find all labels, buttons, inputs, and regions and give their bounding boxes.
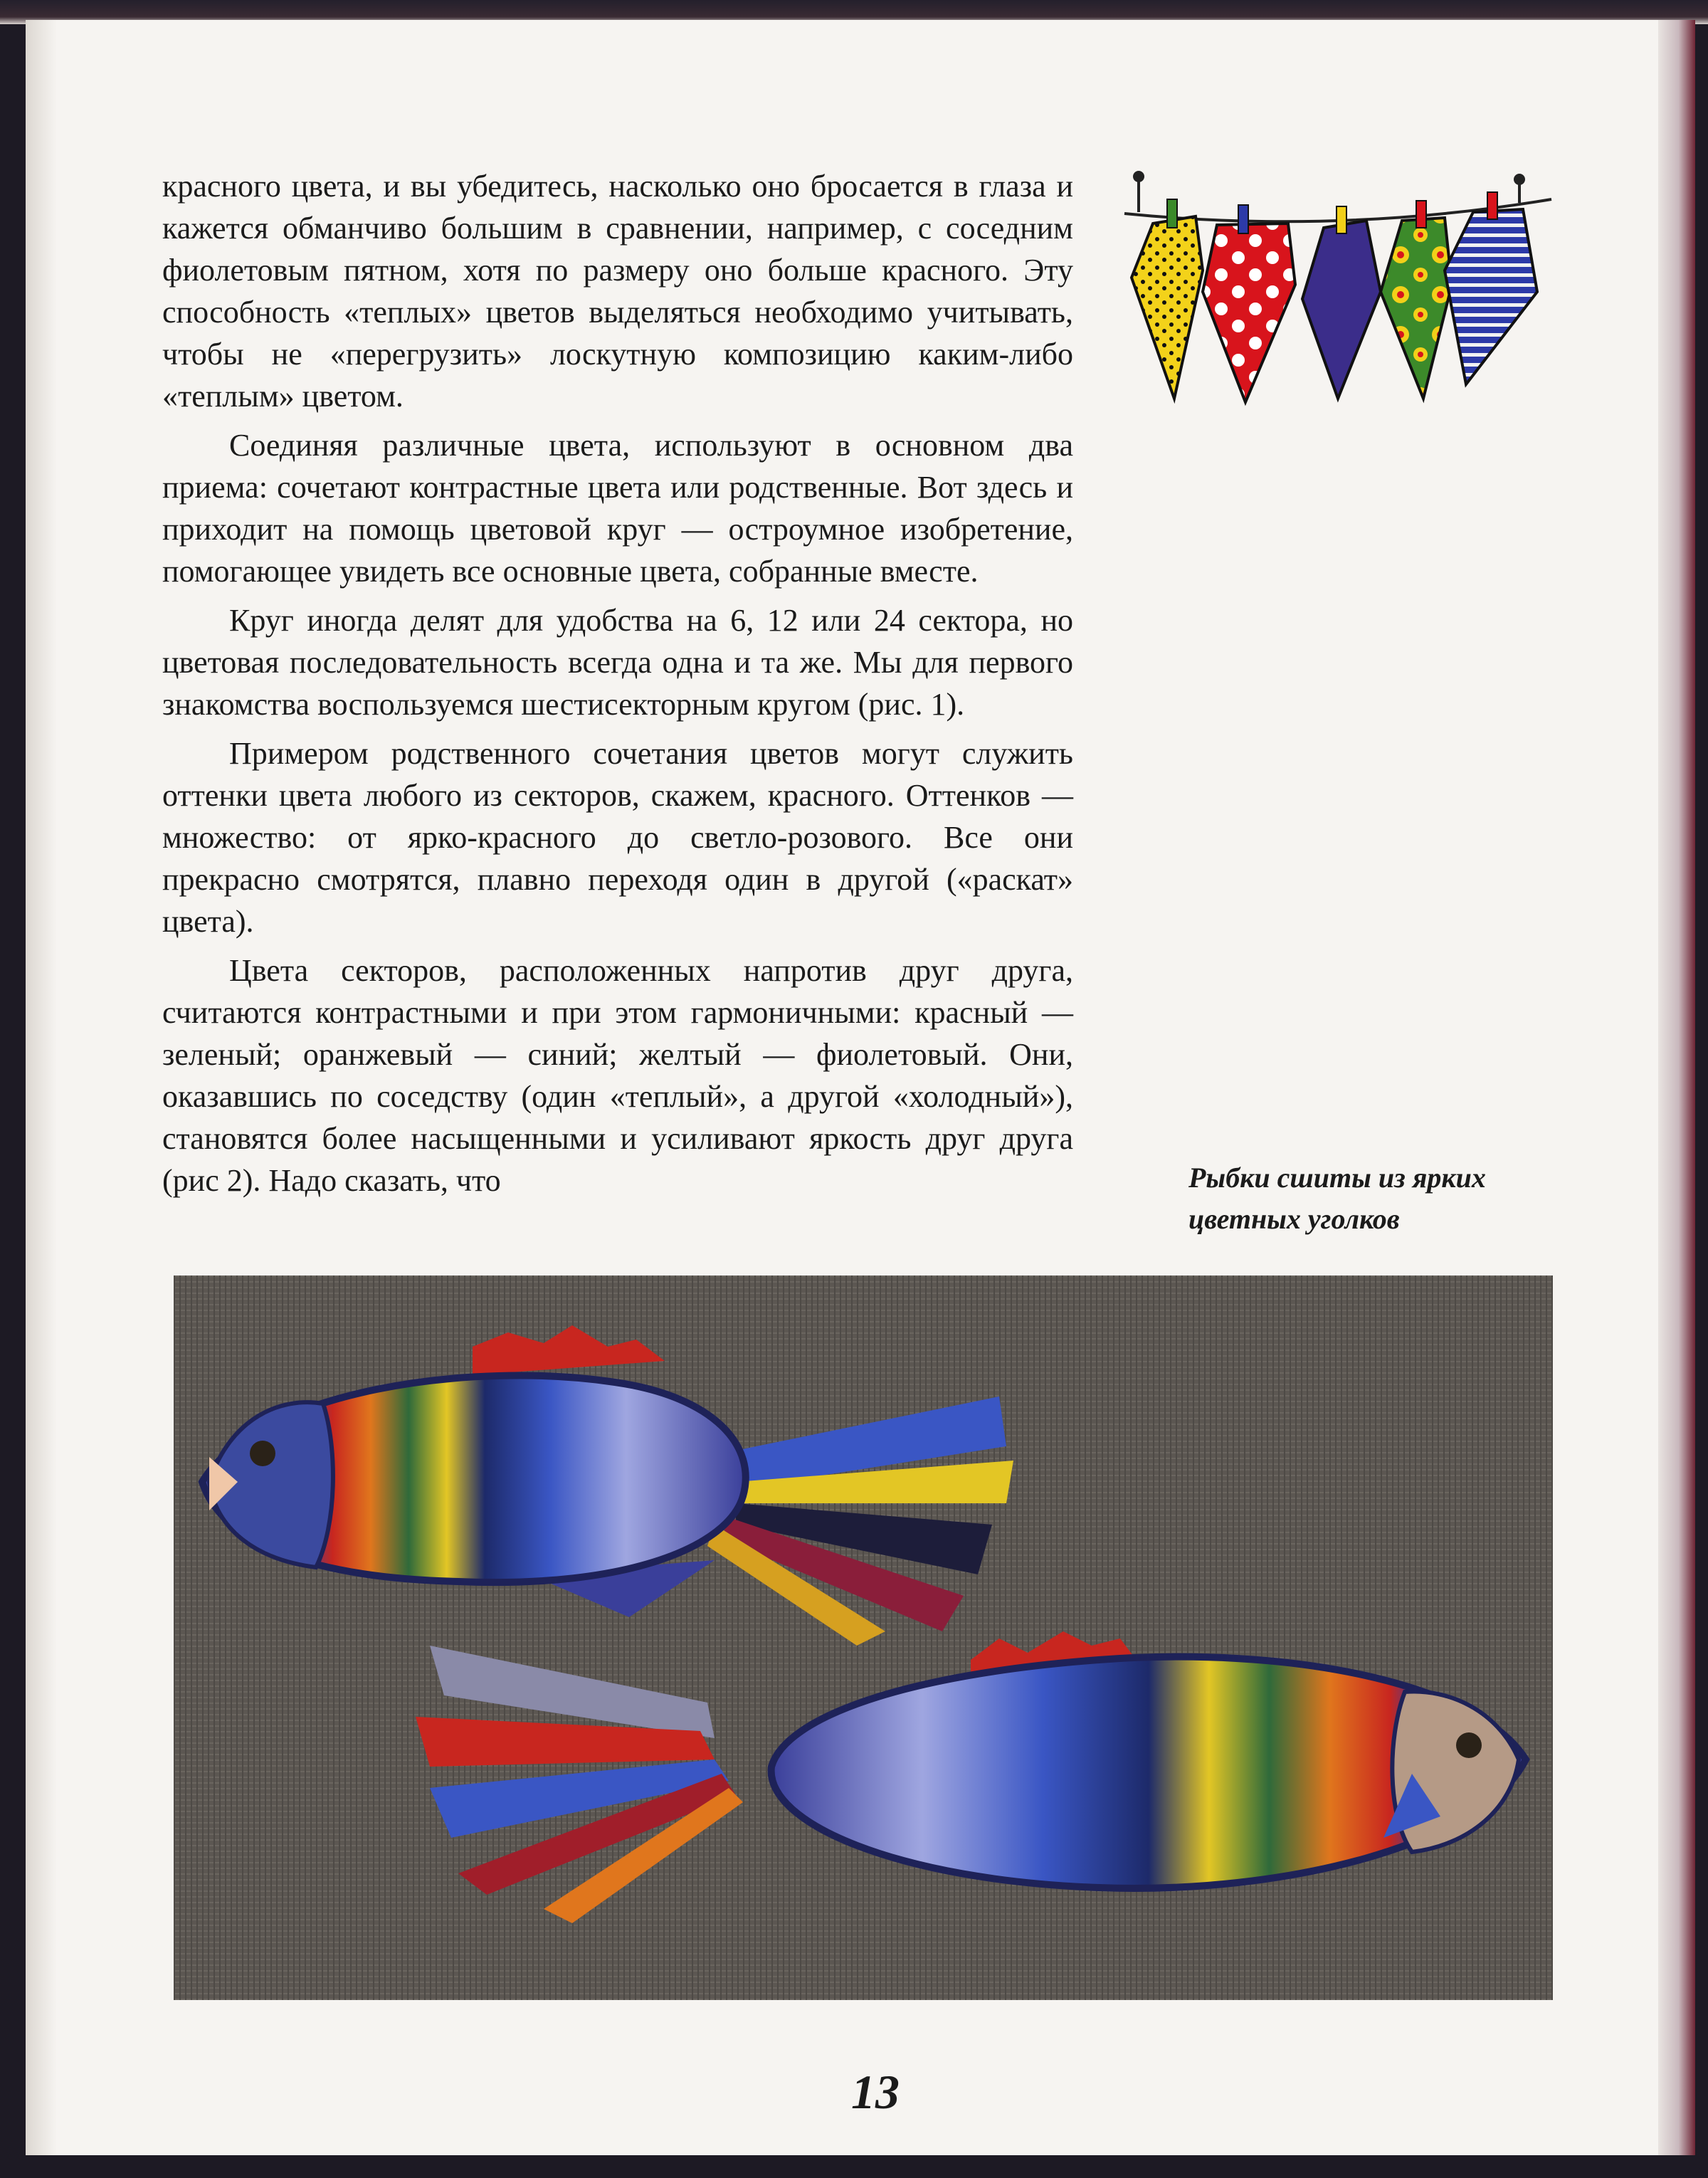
page-number: 13 — [851, 2065, 900, 2119]
caption-line-1: Рыбки сшиты из ярких — [1188, 1162, 1486, 1194]
book-right-edge — [1658, 20, 1695, 2155]
page-gutter — [26, 20, 57, 2155]
paragraph-2: Соединяя различные цвета, используют в основном два приема: сочетают контрастные цвета или родственные. Вот здесь и приходит на помощь цветовой круг — остроумное изобретение, помогающее увидеть все основные цвета, собранные вместе. — [162, 428, 1073, 589]
body-text — [162, 165, 1073, 1209]
paragraph-1: красного цвета, и вы убедитесь, насколько оно бросается в глаза и кажется обманчиво большим в сравнении, например, с соседним фиолетовым пятном, хотя по размеру оно больше красного. Эту способность «теплых» цветов выделяться необходимо учитывать, чтобы не «перегрузить» лоскутную композицию каким-либо «теплым» цветом. — [162, 169, 1073, 414]
paragraph-3: Круг иногда делят для удобства на 6, 12 или 24 сектора, но цветовая последовательность всегда одна и та же. Мы для первого знакомства воспользуемся шестисекторным кругом (рис. 1). — [162, 603, 1073, 722]
photo-caption — [1188, 1157, 1587, 1240]
paragraph-4: Примером родственного сочетания цветов могут служить оттенки цвета любого из секторов, скажем, красного. Оттенков — множество: от ярко-красного до светло-розового. Все они прекрасно смотрятся, плавно переходя один в другой («раскат» цвета). — [162, 736, 1073, 939]
clothesline-illustration — [1110, 164, 1566, 427]
caption-line-2: цветных уголков — [1188, 1203, 1400, 1235]
paragraph-5: Цвета секторов, расположенных напротив друг друга, считаются контрастными и при этом гармоничными: красный — зеленый; оранжевый — синий; желтый — фиолетовый. Они, оказавшись по соседству (один «теплый», а другой «холодный»), становятся более насыщенными и усиливают яркость друг друга (рис 2). Надо сказать, что — [162, 953, 1073, 1198]
fish-photo — [174, 1275, 1553, 2000]
